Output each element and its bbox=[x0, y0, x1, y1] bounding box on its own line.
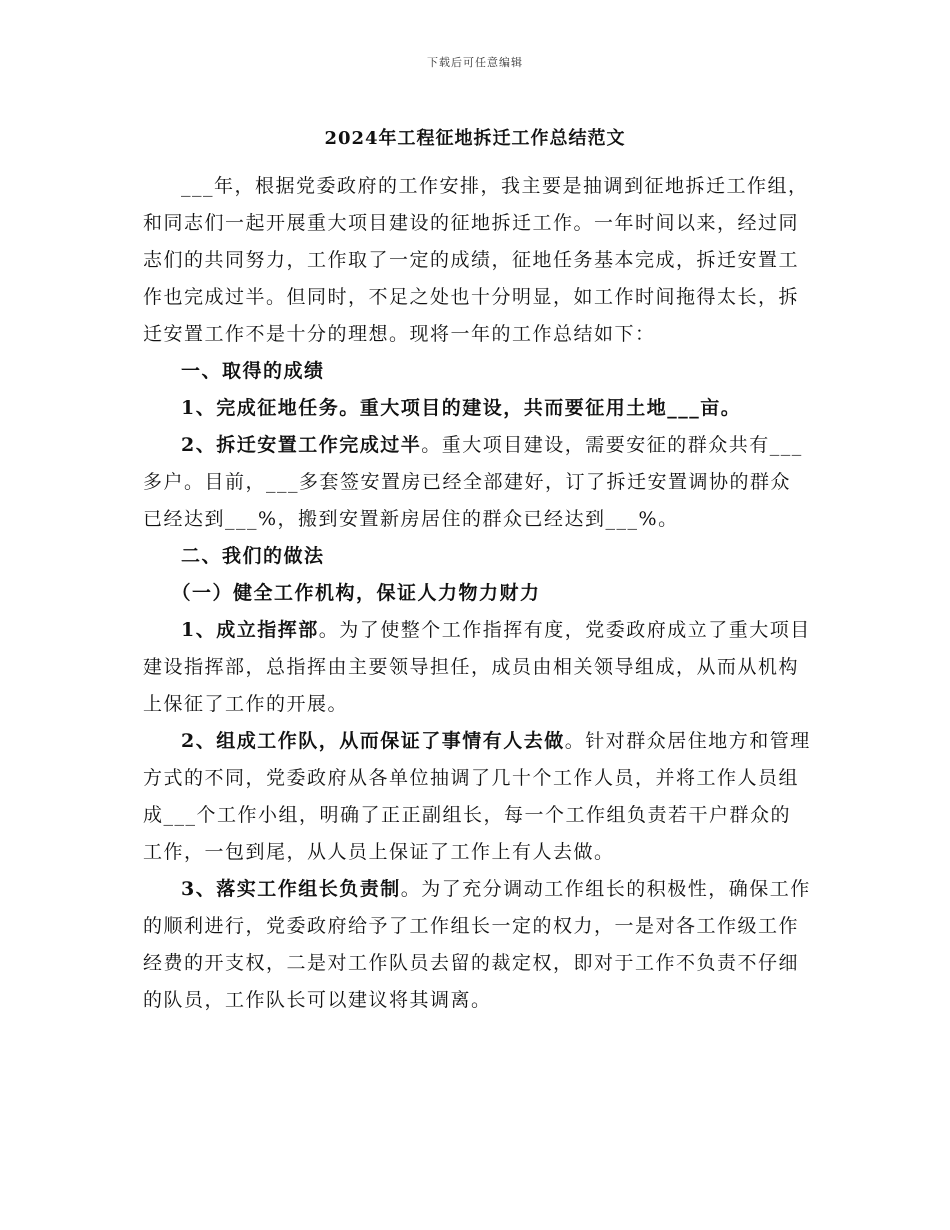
document-body bbox=[143, 168, 811, 1019]
section-heading-methods: 二、我们的做法 bbox=[181, 545, 325, 567]
method-item-1-title: 1、成立指挥部 bbox=[181, 619, 319, 641]
method-item-1 bbox=[143, 612, 811, 723]
achievement-item-2 bbox=[143, 427, 811, 538]
method-item-2 bbox=[143, 723, 811, 871]
document-title: 2024年工程征地拆迁工作总结范文 bbox=[324, 128, 626, 149]
method-item-3-title: 3、落实工作组长负责制 bbox=[181, 878, 401, 900]
method-item-2-text: 。针对群众居住地方和管理方式的不同，党委政府从各单位抽调了几十个工作人员，并将工作人员组成___个工作小组，明确了正正副组长，每一个工作组负责若干户群众的工作，一包到尾，从人员上保证了工作上有人去做。 bbox=[143, 730, 811, 863]
achievement-item-1: 1、完成征地任务。重大项目的建设，共而要征用土地___亩。 bbox=[181, 397, 742, 419]
method-item-2-title: 2、组成工作队，从而保证了事情有人去做 bbox=[181, 730, 565, 752]
section-heading-achievements: 一、取得的成绩 bbox=[181, 360, 325, 382]
achievement-item-2-text: 。重大项目建设，需要安征的群众共有___多户。目前，___多套签安置房已经全部建好，订了拆迁安置调协的群众已经达到___%，搬到安置新房居住的群众已经达到___%。 bbox=[143, 434, 803, 530]
method-item-3 bbox=[143, 871, 811, 1019]
header-note: 下载后可任意编辑 bbox=[427, 56, 523, 69]
method-item-1-text: 。为了使整个工作指挥有度，党委政府成立了重大项目建设指挥部，总指挥由主要领导担任，成员由相关领导组成，从而从机构上保征了工作的开展。 bbox=[143, 619, 811, 715]
method-item-3-text: 。为了充分调动工作组长的积极性，确保工作的顺利进行，党委政府给予了工作组长一定的权力，一是对各工作级工作经费的开支权，二是对工作队员去留的裁定权，即对于工作不负责不仔细的队员，工作队长可以建议将其调离。 bbox=[143, 878, 811, 1011]
intro-paragraph: ___年，根据党委政府的工作安排，我主要是抽调到征地拆迁工作组，和同志们一起开展重大项目建设的征地拆迁工作。一年时间以来，经过同志们的共同努力，工作取了一定的成绩，征地任务基本完成，拆迁安置工作也完成过半。但同时，不足之处也十分明显，如工作时间拖得太长，拆迁安置工作不是十分的理想。现将一年的工作总结如下： bbox=[143, 175, 809, 345]
subsection-heading-1: （一）健全工作机构，保证人力物力财力 bbox=[171, 582, 541, 604]
achievement-item-2-title: 2、拆迁安置工作完成过半 bbox=[181, 434, 422, 456]
